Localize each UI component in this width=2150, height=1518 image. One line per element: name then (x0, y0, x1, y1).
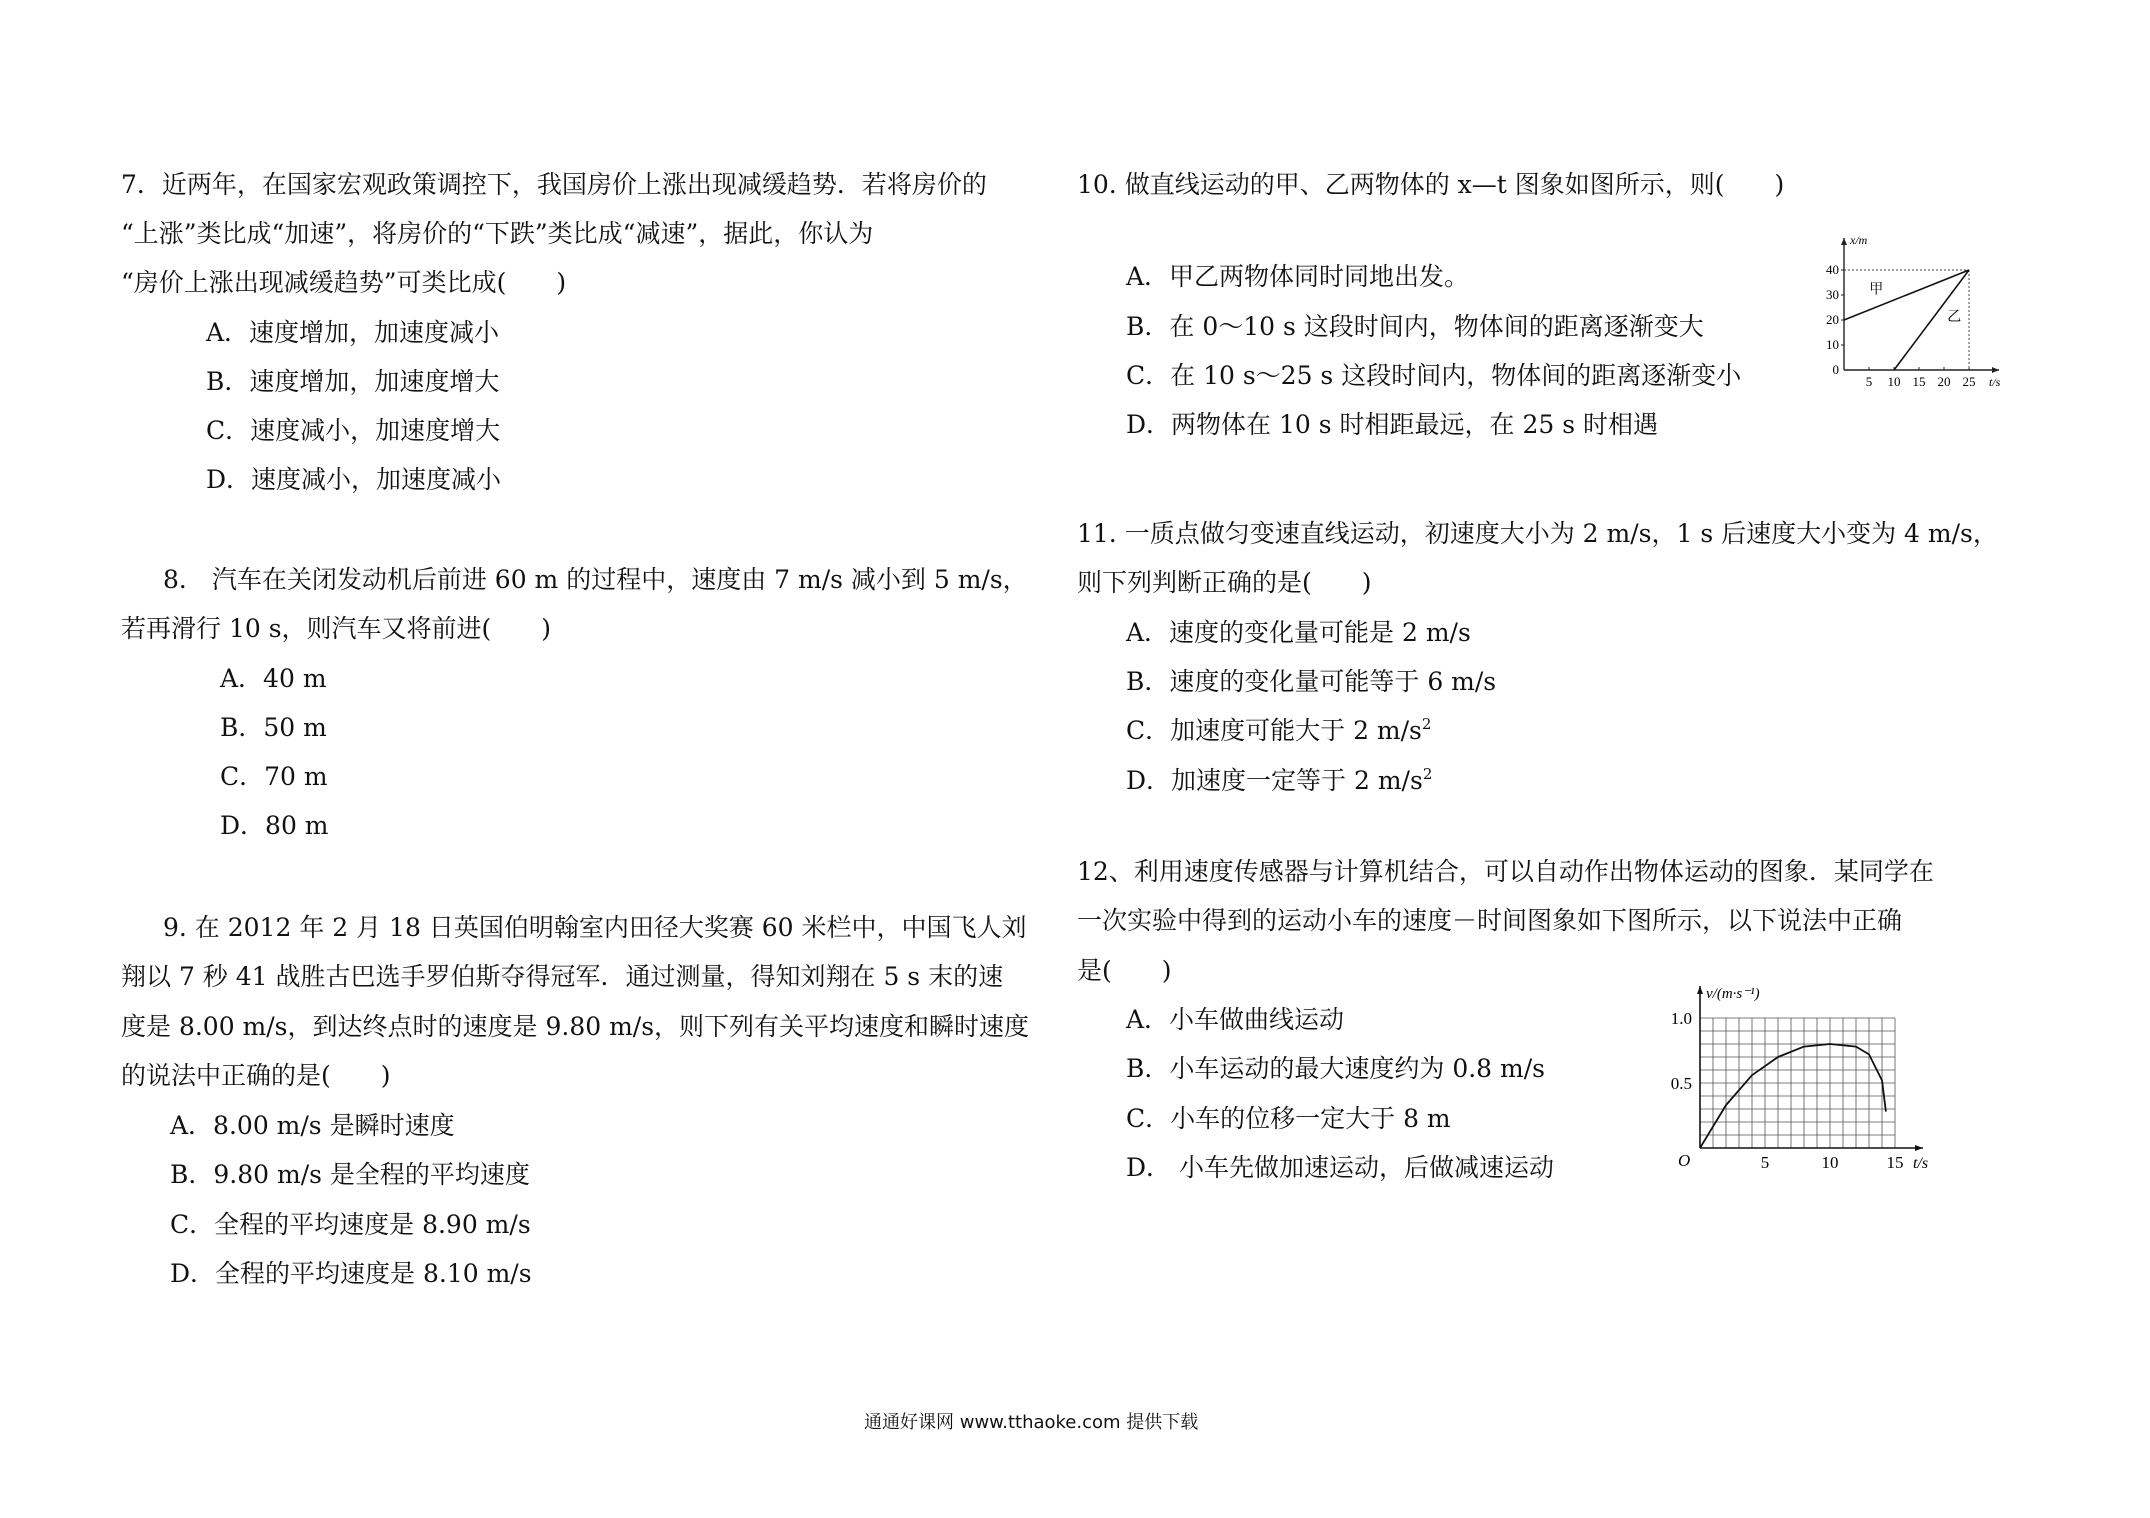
q11-option-c (1126, 716, 1431, 746)
q9-line-4: 的说法中正确的是( ) (121, 1061, 391, 1090)
q8-option-d: D．80 m (220, 811, 329, 840)
q10-option-c: C．在 10 s～25 s 这段时间内，物体间的距离逐渐变小 (1126, 361, 1742, 390)
x-axis-label: t/s (1913, 1155, 1929, 1172)
x-tick-label: 15 (1912, 374, 1926, 389)
q12-option-c: C．小车的位移一定大于 8 m (1126, 1104, 1451, 1133)
y-tick-label: 30 (1826, 287, 1839, 302)
q10-line-1: 10. 做直线运动的甲、乙两物体的 x—t 图象如图所示，则( ) (1077, 170, 1785, 199)
y-tick-label: 0 (1832, 362, 1839, 377)
q9-line-1: 9. 在 2012 年 2 月 18 日英国伯明翰室内田径大奖赛 60 米栏中，中国飞人刘 (163, 913, 1027, 942)
y-tick-label: 40 (1826, 262, 1839, 277)
q11-option-b: B．速度的变化量可能等于 6 m/s (1126, 667, 1497, 696)
q7-option-c: C．速度减小，加速度增大 (206, 416, 501, 445)
q8-option-b: B．50 m (220, 713, 327, 742)
x-axis-arrow (1915, 1145, 1923, 1151)
footer-text: 通通好课网 www.tthaoke.com 提供下载 (864, 1412, 1199, 1433)
x-axis-label: t/s (1989, 375, 2001, 389)
q11-option-d-text: D．加速度一定等于 2 m/s (1126, 766, 1423, 795)
y-axis-label: v/(m·s⁻¹) (1706, 986, 1760, 1002)
q12-option-b: B．小车运动的最大速度约为 0.8 m/s (1126, 1054, 1545, 1083)
q11-option-d (1126, 766, 1432, 796)
q7-line-1: 7．近两年，在国家宏观政策调控下，我国房价上涨出现减缓趋势．若将房价的 (121, 170, 987, 199)
q9-line-3: 度是 8.00 m/s，到达终点时的速度是 9.80 m/s，则下列有关平均速度和瞬时速度 (121, 1012, 1030, 1041)
series-label: 甲 (1869, 282, 1884, 298)
q9-option-d: D．全程的平均速度是 8.10 m/s (170, 1259, 532, 1288)
x-tick-label: 20 (1937, 374, 1951, 389)
x-tick-label: 10 (1887, 374, 1901, 389)
y-tick-label: 1.0 (1670, 1009, 1692, 1028)
y-tick-label: 10 (1826, 337, 1839, 352)
origin-label: O (1678, 1151, 1691, 1170)
q12-option-d: D． 小车先做加速运动，后做减速运动 (1126, 1153, 1554, 1182)
q10-option-d: D．两物体在 10 s 时相距最远，在 25 s 时相遇 (1126, 410, 1659, 439)
q12-line-3: 是( ) (1077, 956, 1172, 985)
xt-graph (1818, 228, 2018, 390)
q7-option-b: B．速度增加，加速度增大 (206, 367, 500, 396)
q11-line-2: 则下列判断正确的是( ) (1077, 568, 1372, 597)
q10-option-a: A．甲乙两物体同时同地出发。 (1126, 262, 1470, 291)
q11-option-c-text: C．加速度可能大于 2 m/s (1126, 716, 1422, 745)
q8-option-a: A．40 m (220, 664, 327, 693)
series-label: 乙 (1947, 310, 1962, 325)
x-tick-label: 5 (1760, 1153, 1770, 1172)
q7-line-3: “房价上涨出现减缓趋势”可类比成( ) (121, 268, 567, 297)
q11-line-1: 11. 一质点做匀变速直线运动，初速度大小为 2 m/s，1 s 后速度大小变为 4 m/s， (1077, 519, 1998, 548)
x-tick-label: 15 (1886, 1153, 1904, 1172)
q12-line-1: 12、利用速度传感器与计算机结合，可以自动作出物体运动的图象．某同学在 (1077, 857, 1934, 886)
q7-option-a: A．速度增加，加速度减小 (206, 318, 500, 347)
q11-option-a: A．速度的变化量可能是 2 m/s (1126, 618, 1471, 647)
q10-option-b: B．在 0～10 s 这段时间内，物体间的距离逐渐变大 (1126, 312, 1704, 341)
q12-option-a: A．小车做曲线运动 (1126, 1005, 1345, 1034)
x-tick-label: 10 (1821, 1153, 1839, 1172)
q7-line-2: “上涨”类比成“加速”，将房价的“下跌”类比成“减速”，据此，你认为 (121, 219, 874, 248)
y-tick-label: 20 (1826, 312, 1839, 327)
q8-line-2: 若再滑行 10 s，则汽车又将前进( ) (121, 614, 552, 643)
y-axis-arrow (1697, 986, 1703, 994)
q11-option-c-sup: 2 (1421, 715, 1432, 733)
x-axis-arrow (1992, 367, 1999, 373)
q9-option-c: C．全程的平均速度是 8.90 m/s (170, 1210, 531, 1239)
q7-option-d: D．速度减小，加速度减小 (206, 465, 502, 494)
q9-option-a: A．8.00 m/s 是瞬时速度 (170, 1111, 455, 1140)
q11-option-d-sup: 2 (1422, 765, 1433, 783)
q9-option-b: B．9.80 m/s 是全程的平均速度 (170, 1160, 530, 1189)
x-tick-label: 25 (1962, 374, 1976, 389)
x-tick-label: 5 (1865, 374, 1873, 389)
y-axis-label: x/m (1850, 233, 1868, 247)
vt-graph (1660, 978, 1960, 1190)
q8-option-c: C．70 m (220, 762, 328, 791)
q12-line-2: 一次实验中得到的运动小车的速度－时间图象如下图所示，以下说法中正确 (1077, 906, 1903, 935)
q9-line-2: 翔以 7 秒 41 战胜古巴选手罗伯斯夺得冠军．通过测量，得知刘翔在 5 s 末的速 (121, 962, 1004, 991)
q8-line-1: 8． 汽车在关闭发动机后前进 60 m 的过程中，速度由 7 m/s 减小到 5 m/s， (163, 565, 1028, 594)
y-tick-label: 0.5 (1670, 1074, 1692, 1093)
y-axis-arrow (1841, 238, 1847, 245)
